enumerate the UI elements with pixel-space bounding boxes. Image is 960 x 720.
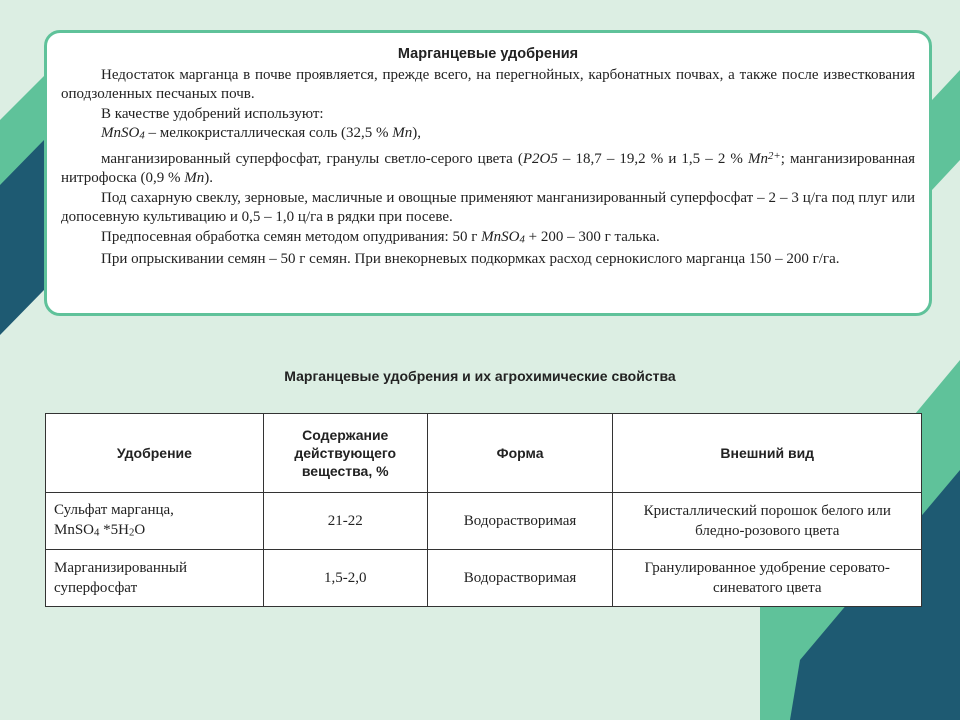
table-header-row (46, 414, 922, 493)
cell-content: 1,5-2,0 (263, 550, 427, 607)
cell-fertilizer: Марганизированный суперфосфат (46, 550, 264, 607)
paragraph-application: Под сахарную свеклу, зерновые, масличные и овощные применяют манганизированный суперфосфат – 2 – 3 ц/га под плуг или допосевную культивацию и 0,5 – 1,0 ц/га в рядки при посеве. (61, 189, 915, 226)
header-fertilizer: Удобрение (46, 414, 264, 493)
cell-content: 21-22 (263, 493, 427, 550)
teal-stripe-top-right (932, 70, 960, 190)
paragraph-used-as: В качестве удобрений используют: (101, 105, 324, 122)
paragraph-spraying: При опрыскивании семян – 50 г семян. При внекорневых подкормках расход сернокислого марганца 150 – 200 г/га. (101, 250, 840, 267)
header-form: Форма (427, 414, 613, 493)
cell-form: Водорастворимая (427, 493, 613, 550)
cell-appearance: Кристаллический порошок белого или бледно-розового цвета (613, 493, 922, 550)
cell-appearance: Гранулированное удобрение серовато-синеватого цвета (613, 550, 922, 607)
cell-fertilizer: Сульфат марганца, MnSO4 *5H2O (46, 493, 264, 550)
line-mnso4: MnSO4 – мелкокристаллическая соль (32,5 % Mn), (101, 125, 422, 142)
card-title: Марганцевые удобрения (397, 46, 579, 62)
line-superphosphate: манганизированный суперфосфат, гранулы светло-серого цвета (P2O5 – 18,7 – 19,2 % и 1,5 – 2 % $Mn^{2+}$; манганизированная нитрофоска (0,9 % Mn). (61, 149, 915, 186)
header-content: Содержание действующего вещества, % (263, 414, 427, 493)
cell-form: Водорастворимая (427, 550, 613, 607)
paragraph-deficiency: Недостаток марганца в почве проявляется, прежде всего, на перегнойных, карбонатных почвах, а также после известкования оподзоленных песчаных почв. (61, 66, 915, 103)
header-appearance: Внешний вид (613, 414, 922, 493)
table-row (46, 493, 922, 550)
table-caption: Марганцевые удобрения и их агрохимические свойства (284, 368, 676, 384)
table-row (46, 550, 922, 607)
info-card (44, 30, 932, 316)
paragraph-seed-treatment: Предпосевная обработка семян методом опудривания: 50 г MnSO4 + 200 – 300 г талька. (101, 228, 660, 246)
fertilizer-table (45, 413, 922, 607)
